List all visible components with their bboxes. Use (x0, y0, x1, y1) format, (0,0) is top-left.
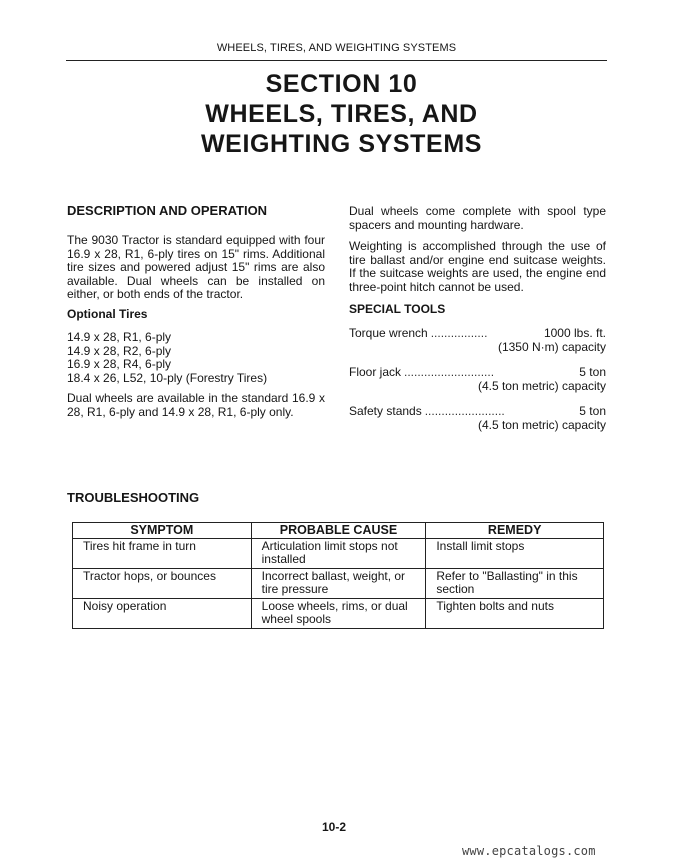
column-header-symptom: SYMPTOM (73, 523, 252, 539)
symptom-cell: Noisy operation (73, 599, 252, 629)
tool-name: Floor jack (349, 365, 402, 379)
list-item: 14.9 x 28, R2, 6-ply (67, 343, 172, 358)
watermark: www.epcatalogs.com (462, 844, 596, 858)
troubleshooting-heading: TROUBLESHOOTING (67, 490, 200, 505)
tool-capacity: (1350 N·m) capacity (497, 340, 606, 354)
optional-tires-list (67, 331, 327, 385)
section-title-line-1: WHEELS, TIRES, AND (205, 100, 478, 128)
cause-cell: Articulation limit stops not installed (251, 539, 426, 569)
section-number-title: SECTION 10 (265, 70, 418, 98)
page-number: 10-2 (322, 820, 347, 834)
list-item: 14.9 x 28, R1, 6-ply (67, 330, 172, 344)
remedy-cell: Refer to "Ballasting" in this section (426, 569, 604, 599)
dual-wheels-description: Dual wheels come complete with spool type spacers and mounting hardware. (349, 204, 606, 232)
running-header: WHEELS, TIRES, AND WEIGHTING SYSTEMS (216, 42, 457, 54)
table-header-row (73, 523, 604, 539)
dual-wheels-availability: Dual wheels are available in the standard 16.9 x 28, R1, 6-ply and 14.9 x 28, R1, 6-ply only. (67, 391, 325, 419)
list-item: 16.9 x 28, R4, 6-ply (67, 357, 172, 371)
optional-tires-heading: Optional Tires (67, 307, 148, 321)
column-header-probable-cause: PROBABLE CAUSE (251, 523, 426, 539)
symptom-cell: Tires hit frame in turn (73, 539, 252, 569)
remedy-cell: Install limit stops (426, 539, 604, 569)
tool-value: 1000 lbs. ft. (543, 326, 606, 340)
tool-name: Torque wrench (349, 326, 428, 340)
tool-capacity: (4.5 ton metric) capacity (477, 379, 606, 393)
tool-safety-stands (349, 404, 606, 432)
table-row (73, 599, 604, 629)
tool-floor-jack (349, 365, 606, 393)
list-item: 18.4 x 26, L52, 10-ply (Forestry Tires) (67, 370, 268, 385)
column-header-remedy: REMEDY (426, 523, 604, 539)
weighting-description: Weighting is accomplished through the use of tire ballast and/or engine end suitcase weights. If the suitcase weights are used, the engine end three-point hitch cannot be used. (349, 239, 606, 294)
table-row (73, 569, 604, 599)
tool-name: Safety stands (349, 404, 422, 418)
troubleshooting-table (72, 522, 604, 629)
remedy-cell: Tighten bolts and nuts (426, 599, 604, 629)
table-row (73, 539, 604, 569)
tool-value: 5 ton (579, 404, 606, 418)
description-paragraph: The 9030 Tractor is standard equipped with four 16.9 x 28, R1, 6-ply tires on 15" rims. Additional tire sizes and powered adjust 15" rims are also available. Dual wheels can be installed on either, or both ends of the tractor. (67, 233, 325, 301)
tool-value: 5 ton (579, 365, 606, 379)
cause-cell: Incorrect ballast, weight, or tire pressure (251, 569, 426, 599)
section-title-line-2: WEIGHTING SYSTEMS (200, 130, 483, 158)
header-rule (66, 60, 607, 61)
leader-dots: ........................... (404, 365, 495, 379)
leader-dots: ........................ (424, 404, 505, 418)
symptom-cell: Tractor hops, or bounces (73, 569, 252, 599)
tool-capacity: (4.5 ton metric) capacity (477, 418, 606, 432)
special-tools-heading: SPECIAL TOOLS (349, 302, 446, 316)
description-heading: DESCRIPTION AND OPERATION (67, 203, 268, 218)
tool-torque-wrench (349, 326, 606, 354)
cause-cell: Loose wheels, rims, or dual wheel spools (251, 599, 426, 629)
leader-dots: ................. (430, 326, 488, 340)
